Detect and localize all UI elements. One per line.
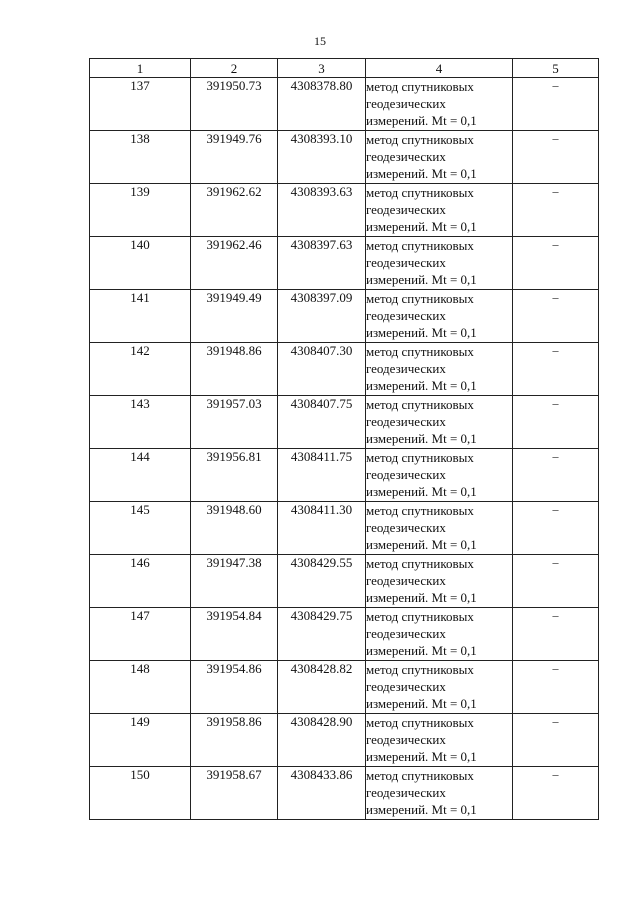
table-row bbox=[90, 78, 599, 131]
column-5-cell: – bbox=[513, 184, 599, 237]
table-row bbox=[90, 714, 599, 767]
y-coordinate-cell: 4308393.63 bbox=[278, 184, 366, 237]
y-coordinate-cell: 4308378.80 bbox=[278, 78, 366, 131]
point-number-cell: 147 bbox=[90, 608, 191, 661]
point-number-cell: 146 bbox=[90, 555, 191, 608]
x-coordinate-cell: 391949.76 bbox=[191, 131, 278, 184]
column-5-cell: – bbox=[513, 237, 599, 290]
table-row bbox=[90, 767, 599, 820]
table-body bbox=[90, 78, 599, 820]
method-cell bbox=[366, 184, 513, 237]
method-line: измерений. Mt = 0,1 bbox=[366, 272, 477, 287]
x-coordinate-cell: 391948.86 bbox=[191, 343, 278, 396]
x-coordinate-cell: 391962.62 bbox=[191, 184, 278, 237]
method-line: измерений. Mt = 0,1 bbox=[366, 749, 477, 764]
method-cell bbox=[366, 131, 513, 184]
table-row bbox=[90, 343, 599, 396]
column-5-cell: – bbox=[513, 396, 599, 449]
column-5-cell: – bbox=[513, 502, 599, 555]
method-line: геодезических bbox=[366, 361, 446, 376]
column-5-cell: – bbox=[513, 131, 599, 184]
x-coordinate-cell: 391950.73 bbox=[191, 78, 278, 131]
column-5-cell: – bbox=[513, 608, 599, 661]
y-coordinate-cell: 4308428.82 bbox=[278, 661, 366, 714]
y-coordinate-cell: 4308429.55 bbox=[278, 555, 366, 608]
column-header-3: 3 bbox=[278, 59, 366, 78]
y-coordinate-cell: 4308411.30 bbox=[278, 502, 366, 555]
point-number-cell: 148 bbox=[90, 661, 191, 714]
table-row bbox=[90, 502, 599, 555]
method-line: метод спутниковых bbox=[366, 609, 474, 624]
method-line: измерений. Mt = 0,1 bbox=[366, 166, 477, 181]
point-number-cell: 139 bbox=[90, 184, 191, 237]
method-cell bbox=[366, 714, 513, 767]
method-line: метод спутниковых bbox=[366, 79, 474, 94]
method-cell bbox=[366, 396, 513, 449]
method-line: метод спутниковых bbox=[366, 397, 474, 412]
x-coordinate-cell: 391957.03 bbox=[191, 396, 278, 449]
column-5-cell: – bbox=[513, 343, 599, 396]
method-cell bbox=[366, 608, 513, 661]
y-coordinate-cell: 4308411.75 bbox=[278, 449, 366, 502]
column-5-cell: – bbox=[513, 555, 599, 608]
x-coordinate-cell: 391958.67 bbox=[191, 767, 278, 820]
header-row bbox=[90, 59, 599, 78]
method-line: метод спутниковых bbox=[366, 503, 474, 518]
table-row bbox=[90, 396, 599, 449]
column-header-1: 1 bbox=[90, 59, 191, 78]
table-row bbox=[90, 290, 599, 343]
method-line: измерений. Mt = 0,1 bbox=[366, 431, 477, 446]
method-line: измерений. Mt = 0,1 bbox=[366, 113, 477, 128]
method-line: измерений. Mt = 0,1 bbox=[366, 643, 477, 658]
y-coordinate-cell: 4308407.30 bbox=[278, 343, 366, 396]
method-line: геодезических bbox=[366, 467, 446, 482]
method-line: измерений. Mt = 0,1 bbox=[366, 378, 477, 393]
point-number-cell: 142 bbox=[90, 343, 191, 396]
method-cell bbox=[366, 290, 513, 343]
column-header-4: 4 bbox=[366, 59, 513, 78]
x-coordinate-cell: 391949.49 bbox=[191, 290, 278, 343]
column-5-cell: – bbox=[513, 714, 599, 767]
method-line: метод спутниковых bbox=[366, 132, 474, 147]
method-line: геодезических bbox=[366, 308, 446, 323]
column-5-cell: – bbox=[513, 661, 599, 714]
method-line: геодезических bbox=[366, 255, 446, 270]
y-coordinate-cell: 4308429.75 bbox=[278, 608, 366, 661]
table-row bbox=[90, 608, 599, 661]
point-number-cell: 145 bbox=[90, 502, 191, 555]
method-line: метод спутниковых bbox=[366, 768, 474, 783]
point-number-cell: 141 bbox=[90, 290, 191, 343]
method-cell bbox=[366, 237, 513, 290]
method-cell bbox=[366, 343, 513, 396]
coordinates-table bbox=[89, 58, 599, 820]
y-coordinate-cell: 4308397.63 bbox=[278, 237, 366, 290]
point-number-cell: 138 bbox=[90, 131, 191, 184]
method-line: метод спутниковых bbox=[366, 238, 474, 253]
method-line: метод спутниковых bbox=[366, 344, 474, 359]
column-5-cell: – bbox=[513, 449, 599, 502]
point-number-cell: 137 bbox=[90, 78, 191, 131]
method-line: измерений. Mt = 0,1 bbox=[366, 219, 477, 234]
method-line: метод спутниковых bbox=[366, 185, 474, 200]
method-cell bbox=[366, 502, 513, 555]
method-line: измерений. Mt = 0,1 bbox=[366, 484, 477, 499]
y-coordinate-cell: 4308433.86 bbox=[278, 767, 366, 820]
method-line: геодезических bbox=[366, 149, 446, 164]
point-number-cell: 150 bbox=[90, 767, 191, 820]
point-number-cell: 144 bbox=[90, 449, 191, 502]
x-coordinate-cell: 391956.81 bbox=[191, 449, 278, 502]
method-line: метод спутниковых bbox=[366, 450, 474, 465]
column-5-cell: – bbox=[513, 767, 599, 820]
method-line: измерений. Mt = 0,1 bbox=[366, 696, 477, 711]
method-line: геодезических bbox=[366, 626, 446, 641]
method-cell bbox=[366, 767, 513, 820]
point-number-cell: 149 bbox=[90, 714, 191, 767]
method-line: измерений. Mt = 0,1 bbox=[366, 325, 477, 340]
column-header-5: 5 bbox=[513, 59, 599, 78]
y-coordinate-cell: 4308397.09 bbox=[278, 290, 366, 343]
x-coordinate-cell: 391962.46 bbox=[191, 237, 278, 290]
y-coordinate-cell: 4308428.90 bbox=[278, 714, 366, 767]
table-row bbox=[90, 555, 599, 608]
method-cell bbox=[366, 449, 513, 502]
method-line: геодезических bbox=[366, 520, 446, 535]
method-cell bbox=[366, 661, 513, 714]
method-cell bbox=[366, 78, 513, 131]
column-5-cell: – bbox=[513, 78, 599, 131]
x-coordinate-cell: 391954.86 bbox=[191, 661, 278, 714]
x-coordinate-cell: 391958.86 bbox=[191, 714, 278, 767]
column-header-2: 2 bbox=[191, 59, 278, 78]
method-line: геодезических bbox=[366, 732, 446, 747]
table-row bbox=[90, 661, 599, 714]
point-number-cell: 143 bbox=[90, 396, 191, 449]
method-line: измерений. Mt = 0,1 bbox=[366, 590, 477, 605]
method-line: измерений. Mt = 0,1 bbox=[366, 802, 477, 817]
column-5-cell: – bbox=[513, 290, 599, 343]
method-line: геодезических bbox=[366, 573, 446, 588]
method-line: геодезических bbox=[366, 96, 446, 111]
method-line: геодезических bbox=[366, 414, 446, 429]
x-coordinate-cell: 391948.60 bbox=[191, 502, 278, 555]
method-line: измерений. Mt = 0,1 bbox=[366, 537, 477, 552]
page-number: 15 bbox=[314, 34, 326, 48]
x-coordinate-cell: 391954.84 bbox=[191, 608, 278, 661]
method-line: метод спутниковых bbox=[366, 662, 474, 677]
y-coordinate-cell: 4308407.75 bbox=[278, 396, 366, 449]
table-header bbox=[90, 59, 599, 78]
method-line: метод спутниковых bbox=[366, 291, 474, 306]
table-row bbox=[90, 184, 599, 237]
table-row bbox=[90, 449, 599, 502]
table-row bbox=[90, 131, 599, 184]
point-number-cell: 140 bbox=[90, 237, 191, 290]
method-line: метод спутниковых bbox=[366, 556, 474, 571]
x-coordinate-cell: 391947.38 bbox=[191, 555, 278, 608]
table-row bbox=[90, 237, 599, 290]
method-cell bbox=[366, 555, 513, 608]
y-coordinate-cell: 4308393.10 bbox=[278, 131, 366, 184]
method-line: метод спутниковых bbox=[366, 715, 474, 730]
method-line: геодезических bbox=[366, 202, 446, 217]
method-line: геодезических bbox=[366, 679, 446, 694]
method-line: геодезических bbox=[366, 785, 446, 800]
